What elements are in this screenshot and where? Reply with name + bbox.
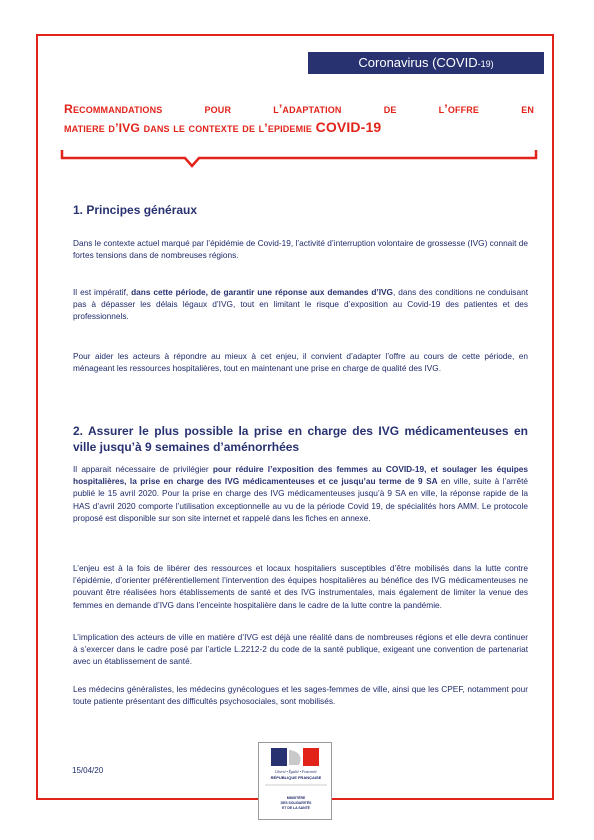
section-2-paragraph-2: L’enjeu est à la fois de libérer des ressources et locaux hospitaliers susceptibles d’être mobilisés dans la lutte contre l’épidémie, d’orienter préférentiellement l’intervention des équipes hospitalières au bénéfice des IVG médicamenteuses ne pouvant être réalisées hors établissements de santé et des IVG instrumentales, mais également de limiter la venue des femmes en demande d’IVG dans l’enceinte hospitalière dans le cadre de la lutte contre la pandémie. bbox=[73, 563, 528, 610]
s1p2-bold: dans cette période, de garantir une réponse aux demandes d’IVG bbox=[131, 287, 393, 297]
section-1-paragraph-2 bbox=[73, 286, 528, 323]
s2p1-bold: pour réduire l’exposition des femmes au COVID-19, et soulager les équipes hospitalières, la prise en charge des IVG médicamenteuses et ce jusqu’au terme de 9 SA bbox=[73, 464, 529, 487]
s2p1-c: en ville, suite à l’arrêté publié le 15 avril 2020. Pour la prise en charge des IVG médicamenteuses jusqu’à 9 SA en ville, la réponse rapide de la HAS d’avril 2020 comporte l’utilisation exceptionnelle au vu de la période Covid 19, de spécialités hors AMM. Le protocole proposé est disponible sur son site internet et rappelé dans les fiches en annexe. bbox=[73, 476, 528, 523]
title-covid: COVID-19 bbox=[315, 119, 382, 135]
logo-motto: Liberté • Égalité • Fraternité bbox=[275, 770, 317, 774]
covid-badge bbox=[308, 52, 544, 74]
badge-main-text: Coronavirus (COVID bbox=[358, 55, 478, 70]
title-bracket bbox=[60, 148, 538, 168]
logo-ministry-1: MINISTÈRE bbox=[286, 796, 306, 800]
marianne-logo-graphic bbox=[259, 743, 333, 821]
section-1-paragraph-1: Dans le contexte actuel marqué par l’épidémie de Covid-19, l’activité d’interruption volontaire de grossesse (IVG) connait de fortes tensions dans de nombreuses régions. bbox=[73, 238, 528, 261]
title-line-2-text: matiere d’IVG dans le contexte de l’epidemie bbox=[64, 121, 313, 135]
document-date: 15/04/20 bbox=[72, 766, 104, 775]
s2p1-a: Il apparait nécessaire de privilégier bbox=[73, 464, 213, 474]
document-title bbox=[64, 100, 534, 137]
ministry-logo bbox=[258, 742, 332, 820]
section-2-paragraph-3: L’implication des acteurs de ville en matière d’IVG est déjà une réalité dans de nombreuses régions et elle devra continuer à s’exercer dans le cadre posé par l’article L.2212-2 du code de la santé publique, exigeant une convention de partenariat avec un établissement de santé. bbox=[73, 632, 528, 667]
logo-republic: RÉPUBLIQUE FRANÇAISE bbox=[270, 775, 322, 780]
title-line-2 bbox=[64, 118, 534, 137]
title-line-1: Recommandations pour l’adaptation de l’offre en bbox=[64, 102, 534, 116]
section-2-paragraph-1 bbox=[73, 463, 528, 524]
section-2-paragraph-4: Les médecins généralistes, les médecins gynécologues et les sages-femmes de ville, ainsi que les CPEF, notamment pour toute patiente présentant des difficultés psychosociales, sont mobilisés. bbox=[73, 684, 528, 707]
badge-small-text: -19) bbox=[477, 59, 494, 69]
logo-ministry-2: DES SOLIDARITÉS bbox=[280, 801, 312, 805]
section-1-heading: 1. Principes généraux bbox=[73, 203, 198, 217]
s1p2-a: Il est impératif, bbox=[73, 287, 132, 297]
section-2-heading: 2. Assurer le plus possible la prise en charge des IVG médicamenteuses en ville jusqu’à 9 semaines d’aménorrhées bbox=[73, 424, 528, 454]
logo-ministry-3: ET DE LA SANTÉ bbox=[282, 806, 310, 810]
s1p2-c: , dans des conditions ne conduisant pas à dépasser les délais légaux d’IVG, tout en limitant le risque d’exposition au Covid-19 des patientes et des professionnels. bbox=[73, 287, 528, 322]
section-1-paragraph-3: Pour aider les acteurs à répondre au mieux à cet enjeu, il convient d’adapter l’offre au cours de cette période, en ménageant les ressources hospitalières, tout en maintenant une prise en charge de qualité des IVG. bbox=[73, 351, 528, 374]
